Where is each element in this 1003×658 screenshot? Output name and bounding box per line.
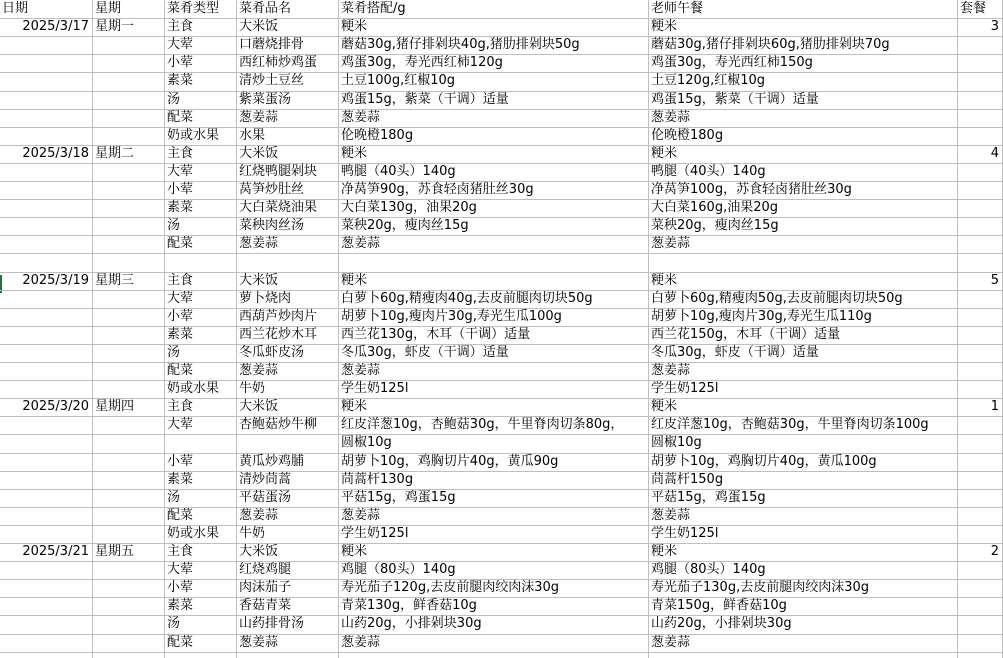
cell-ingredients[interactable]: 大白菜130g，油果20g	[341, 200, 477, 215]
cell-dish-type[interactable]: 配菜	[167, 635, 194, 650]
column-gridline	[648, 0, 649, 658]
cell-teacher-lunch[interactable]: 土豆120g,红椒10g	[651, 73, 765, 88]
cell-dish-type[interactable]: 主食	[167, 273, 194, 288]
cell-dish-type[interactable]: 大荤	[167, 417, 194, 432]
cell-date[interactable]: 2025/3/20	[22, 399, 89, 414]
cell-dish-name[interactable]: 黄瓜炒鸡脯	[239, 454, 305, 469]
cell-dish-name[interactable]: 大米饭	[239, 273, 279, 288]
cell-weekday[interactable]: 星期五	[95, 544, 135, 559]
cell-ingredients[interactable]: 胡萝卜10g,瘦肉片30g,寿光生瓜100g	[341, 309, 562, 324]
cell-set-meal[interactable]: 4	[990, 146, 999, 161]
cell-dish-name[interactable]: 莴笋炒肚丝	[239, 182, 305, 197]
cell-dish-type[interactable]: 大荤	[167, 562, 194, 577]
cell-ingredients[interactable]: 粳米	[341, 273, 368, 288]
cell-ingredients[interactable]: 青菜130g，鲜香菇10g	[341, 598, 477, 613]
cell-dish-name[interactable]: 葱姜蒜	[239, 110, 279, 125]
cell-dish-name[interactable]: 口蘑烧排骨	[239, 37, 305, 52]
cell-teacher-lunch[interactable]: 胡萝卜10g，鸡胸切片40g，黄瓜100g	[651, 454, 877, 469]
cell-dish-name[interactable]: 杏鲍菇炒牛柳	[239, 417, 318, 432]
cell-teacher-lunch[interactable]: 伦晚橙180g	[651, 128, 724, 143]
cell-dish-type[interactable]: 汤	[167, 345, 181, 360]
cell-dish-name[interactable]: 山药排骨汤	[239, 616, 305, 631]
cell-ingredients[interactable]: 鸭腿（40头）140g	[341, 164, 456, 179]
cell-teacher-lunch[interactable]: 白萝卜60g,精瘦肉50g,去皮前腿肉切块50g	[651, 291, 903, 306]
cell-dish-name[interactable]: 西红柿炒鸡蛋	[239, 55, 318, 70]
cell-dish-type[interactable]: 小荤	[167, 454, 194, 469]
cell-dish-name[interactable]: 大米饭	[239, 544, 279, 559]
cell-dish-name[interactable]: 清炒土豆丝	[239, 73, 305, 88]
cell-teacher-lunch[interactable]: 葱姜蒜	[651, 508, 691, 523]
cell-ingredients[interactable]: 鸡蛋30g，寿光西红柿120g	[341, 55, 503, 70]
cell-dish-name[interactable]: 葱姜蒜	[239, 635, 279, 650]
header-teacher-lunch[interactable]: 老师午餐	[651, 1, 704, 16]
cell-teacher-lunch[interactable]: 山药20g，小排剁块30g	[651, 616, 792, 631]
cell-ingredients[interactable]: 土豆100g,红椒10g	[341, 73, 455, 88]
cell-ingredients[interactable]: 葱姜蒜	[341, 363, 381, 378]
cell-dish-type[interactable]: 大荤	[167, 37, 194, 52]
cell-dish-type[interactable]: 大荤	[167, 164, 194, 179]
header-set-meal[interactable]: 套餐	[960, 1, 987, 16]
cell-dish-type[interactable]: 小荤	[167, 182, 194, 197]
column-gridline	[164, 0, 165, 658]
cell-dish-type[interactable]: 主食	[167, 146, 194, 161]
column-gridline	[957, 0, 958, 658]
header-weekday[interactable]: 星期	[95, 1, 122, 16]
cell-teacher-lunch[interactable]: 葱姜蒜	[651, 110, 691, 125]
cell-weekday[interactable]: 星期四	[95, 399, 135, 414]
cell-dish-type[interactable]: 素菜	[167, 327, 194, 342]
cell-weekday[interactable]: 星期二	[95, 146, 135, 161]
cell-dish-name[interactable]: 牛奶	[239, 526, 266, 541]
cell-ingredients[interactable]: 冬瓜30g，虾皮（干调）适量	[341, 345, 509, 360]
cell-ingredients[interactable]: 粳米	[341, 399, 368, 414]
cell-ingredients[interactable]: 学生奶125l	[341, 526, 409, 541]
cell-dish-name[interactable]: 大米饭	[239, 146, 279, 161]
cell-teacher-lunch[interactable]: 葱姜蒜	[651, 363, 691, 378]
cell-ingredients[interactable]: 胡萝卜10g，鸡胸切片40g，黄瓜90g	[341, 454, 559, 469]
cell-dish-name[interactable]: 菜秧肉丝汤	[239, 218, 305, 233]
cell-ingredients[interactable]: 蘑菇30g,猪仔排剁块40g,猪肋排剁块50g	[341, 37, 580, 52]
cell-ingredients[interactable]: 平菇15g，鸡蛋15g	[341, 490, 456, 505]
column-gridline	[92, 0, 93, 658]
cell-ingredients[interactable]: 粳米	[341, 544, 368, 559]
cell-teacher-lunch[interactable]: 粳米	[651, 399, 678, 414]
cell-date[interactable]: 2025/3/21	[22, 544, 89, 559]
cell-ingredients[interactable]: 鸡腿（80头）140g	[341, 562, 456, 577]
cell-dish-type[interactable]: 小荤	[167, 580, 194, 595]
cell-ingredients[interactable]: 茼蒿杆130g	[341, 472, 414, 487]
cell-dish-type[interactable]: 素菜	[167, 200, 194, 215]
cell-teacher-lunch[interactable]: 粳米	[651, 19, 678, 34]
cell-dish-type[interactable]: 主食	[167, 399, 194, 414]
cell-ingredients[interactable]: 红皮洋葱10g，杏鲍菇30g，牛里脊肉切条80g，	[341, 417, 624, 432]
cell-teacher-lunch[interactable]: 红皮洋葱10g，杏鲍菇30g，牛里脊肉切条100g	[651, 417, 929, 432]
cell-teacher-lunch[interactable]: 粳米	[651, 273, 678, 288]
cell-dish-type[interactable]: 汤	[167, 490, 181, 505]
cell-dish-type[interactable]: 汤	[167, 616, 181, 631]
cell-ingredients[interactable]: 伦晚橙180g	[341, 128, 414, 143]
cell-weekday[interactable]: 星期一	[95, 19, 135, 34]
cell-dish-name[interactable]: 平菇蛋汤	[239, 490, 292, 505]
cell-dish-name[interactable]: 大米饭	[239, 399, 279, 414]
cell-ingredients[interactable]: 山药20g，小排剁块30g	[341, 616, 482, 631]
cell-set-meal[interactable]: 5	[990, 273, 999, 288]
cell-date[interactable]: 2025/3/17	[22, 19, 89, 34]
row-gridline	[0, 652, 1003, 653]
cell-ingredients[interactable]: 菜秧20g，瘦肉丝15g	[341, 218, 469, 233]
cell-teacher-lunch[interactable]: 净莴笋100g，苏食轻卤猪肚丝30g	[651, 182, 852, 197]
cell-teacher-lunch[interactable]: 葱姜蒜	[651, 236, 691, 251]
cell-ingredients[interactable]: 粳米	[341, 19, 368, 34]
cell-teacher-lunch[interactable]: 学生奶125l	[651, 526, 719, 541]
cell-teacher-lunch[interactable]: 蘑菇30g,猪仔排剁块60g,猪肋排剁块70g	[651, 37, 890, 52]
cell-dish-name[interactable]: 清炒茼蒿	[239, 472, 292, 487]
cell-dish-type[interactable]: 小荤	[167, 55, 194, 70]
header-date[interactable]: 日期	[2, 1, 29, 16]
cell-ingredients[interactable]: 学生奶125l	[341, 381, 409, 396]
cell-ingredients[interactable]: 净莴笋90g，苏食轻卤猪肚丝30g	[341, 182, 534, 197]
cell-dish-name[interactable]: 牛奶	[239, 381, 266, 396]
cell-teacher-lunch[interactable]: 鸡蛋15g，紫菜（干调）适量	[651, 92, 819, 107]
cell-dish-name[interactable]: 红烧鸭腿剁块	[239, 164, 318, 179]
cell-teacher-lunch[interactable]: 寿光茄子130g,去皮前腿肉绞肉沫30g	[651, 580, 869, 595]
cell-teacher-lunch[interactable]: 鸡蛋30g，寿光西红柿150g	[651, 55, 813, 70]
cell-teacher-lunch[interactable]: 鸡腿（80头）140g	[651, 562, 766, 577]
cell-dish-name[interactable]: 红烧鸡腿	[239, 562, 292, 577]
cell-weekday[interactable]: 星期三	[95, 273, 135, 288]
cell-dish-type[interactable]: 小荤	[167, 309, 194, 324]
cell-dish-name[interactable]: 西葫芦炒肉片	[239, 309, 318, 324]
cell-teacher-lunch[interactable]: 平菇15g，鸡蛋15g	[651, 490, 766, 505]
cell-dish-name[interactable]: 大米饭	[239, 19, 279, 34]
cell-dish-name[interactable]: 葱姜蒜	[239, 508, 279, 523]
cell-dish-name[interactable]: 大白菜烧油果	[239, 200, 318, 215]
cell-set-meal[interactable]: 3	[990, 19, 999, 34]
cell-ingredients[interactable]: 鸡蛋15g，紫菜（干调）适量	[341, 92, 509, 107]
cell-dish-type[interactable]: 奶或水果	[167, 526, 220, 541]
column-gridline	[236, 0, 237, 658]
cell-ingredients[interactable]: 白萝卜60g,精瘦肉40g,去皮前腿肉切块50g	[341, 291, 593, 306]
column-gridline	[338, 0, 339, 658]
cell-ingredients[interactable]: 寿光茄子120g,去皮前腿肉绞肉沫30g	[341, 580, 559, 595]
cell-dish-name[interactable]: 葱姜蒜	[239, 363, 279, 378]
cell-teacher-lunch[interactable]: 鸭腿（40头）140g	[651, 164, 766, 179]
cell-dish-name[interactable]: 肉沫茄子	[239, 580, 292, 595]
cell-dish-name[interactable]: 冬瓜虾皮汤	[239, 345, 305, 360]
cell-dish-type[interactable]: 汤	[167, 218, 181, 233]
cell-ingredients[interactable]: 葱姜蒜	[341, 236, 381, 251]
cell-dish-type[interactable]: 主食	[167, 19, 194, 34]
cell-date[interactable]: 2025/3/19	[22, 273, 89, 288]
cell-teacher-lunch[interactable]: 大白菜160g,油果20g	[651, 200, 778, 215]
cell-dish-type[interactable]: 配菜	[167, 508, 194, 523]
cell-dish-type[interactable]: 配菜	[167, 363, 194, 378]
cell-date[interactable]: 2025/3/18	[22, 146, 89, 161]
cell-teacher-lunch[interactable]: 西兰花150g，木耳（干调）适量	[651, 327, 841, 342]
cell-dish-type[interactable]: 素菜	[167, 472, 194, 487]
cell-dish-type[interactable]: 素菜	[167, 598, 194, 613]
cell-dish-name[interactable]: 萝卜烧肉	[239, 291, 292, 306]
row-gridline	[0, 253, 1003, 254]
cell-dish-type[interactable]: 奶或水果	[167, 381, 220, 396]
cell-teacher-lunch[interactable]: 学生奶125l	[651, 381, 719, 396]
cell-ingredients[interactable]: 圆椒10g	[341, 435, 392, 450]
header-ingredients[interactable]: 菜肴搭配/g	[341, 1, 406, 16]
cell-teacher-lunch[interactable]: 冬瓜30g，虾皮（干调）适量	[651, 345, 819, 360]
cell-dish-name[interactable]: 水果	[239, 128, 266, 143]
cell-dish-type[interactable]: 大荤	[167, 291, 194, 306]
cell-dish-name[interactable]: 香菇青菜	[239, 598, 292, 613]
cell-ingredients[interactable]: 葱姜蒜	[341, 508, 381, 523]
cell-dish-name[interactable]: 紫菜蛋汤	[239, 92, 292, 107]
cell-teacher-lunch[interactable]: 青菜150g，鲜香菇10g	[651, 598, 787, 613]
cell-teacher-lunch[interactable]: 茼蒿杆150g	[651, 472, 724, 487]
cell-set-meal[interactable]: 1	[990, 399, 999, 414]
cell-dish-type[interactable]: 素菜	[167, 73, 194, 88]
cell-teacher-lunch[interactable]: 菜秧20g，瘦肉丝15g	[651, 218, 779, 233]
cell-ingredients[interactable]: 粳米	[341, 146, 368, 161]
cell-dish-type[interactable]: 配菜	[167, 110, 194, 125]
cell-teacher-lunch[interactable]: 胡萝卜10g,瘦肉片30g,寿光生瓜110g	[651, 309, 872, 324]
header-dish-type[interactable]: 菜肴类型	[167, 1, 220, 16]
cell-dish-name[interactable]: 西兰花炒木耳	[239, 327, 318, 342]
cell-teacher-lunch[interactable]: 圆椒10g	[651, 435, 702, 450]
cell-set-meal[interactable]: 2	[990, 544, 999, 559]
header-dish-name[interactable]: 菜肴品名	[239, 1, 292, 16]
cell-teacher-lunch[interactable]: 粳米	[651, 146, 678, 161]
cell-ingredients[interactable]: 葱姜蒜	[341, 635, 381, 650]
cell-teacher-lunch[interactable]: 葱姜蒜	[651, 635, 691, 650]
cell-dish-type[interactable]: 奶或水果	[167, 128, 220, 143]
cell-ingredients[interactable]: 西兰花130g，木耳（干调）适量	[341, 327, 531, 342]
cell-dish-type[interactable]: 配菜	[167, 236, 194, 251]
cell-ingredients[interactable]: 葱姜蒜	[341, 110, 381, 125]
cell-dish-type[interactable]: 主食	[167, 544, 194, 559]
cell-dish-name[interactable]: 葱姜蒜	[239, 236, 279, 251]
cell-dish-type[interactable]: 汤	[167, 92, 181, 107]
cell-teacher-lunch[interactable]: 粳米	[651, 544, 678, 559]
